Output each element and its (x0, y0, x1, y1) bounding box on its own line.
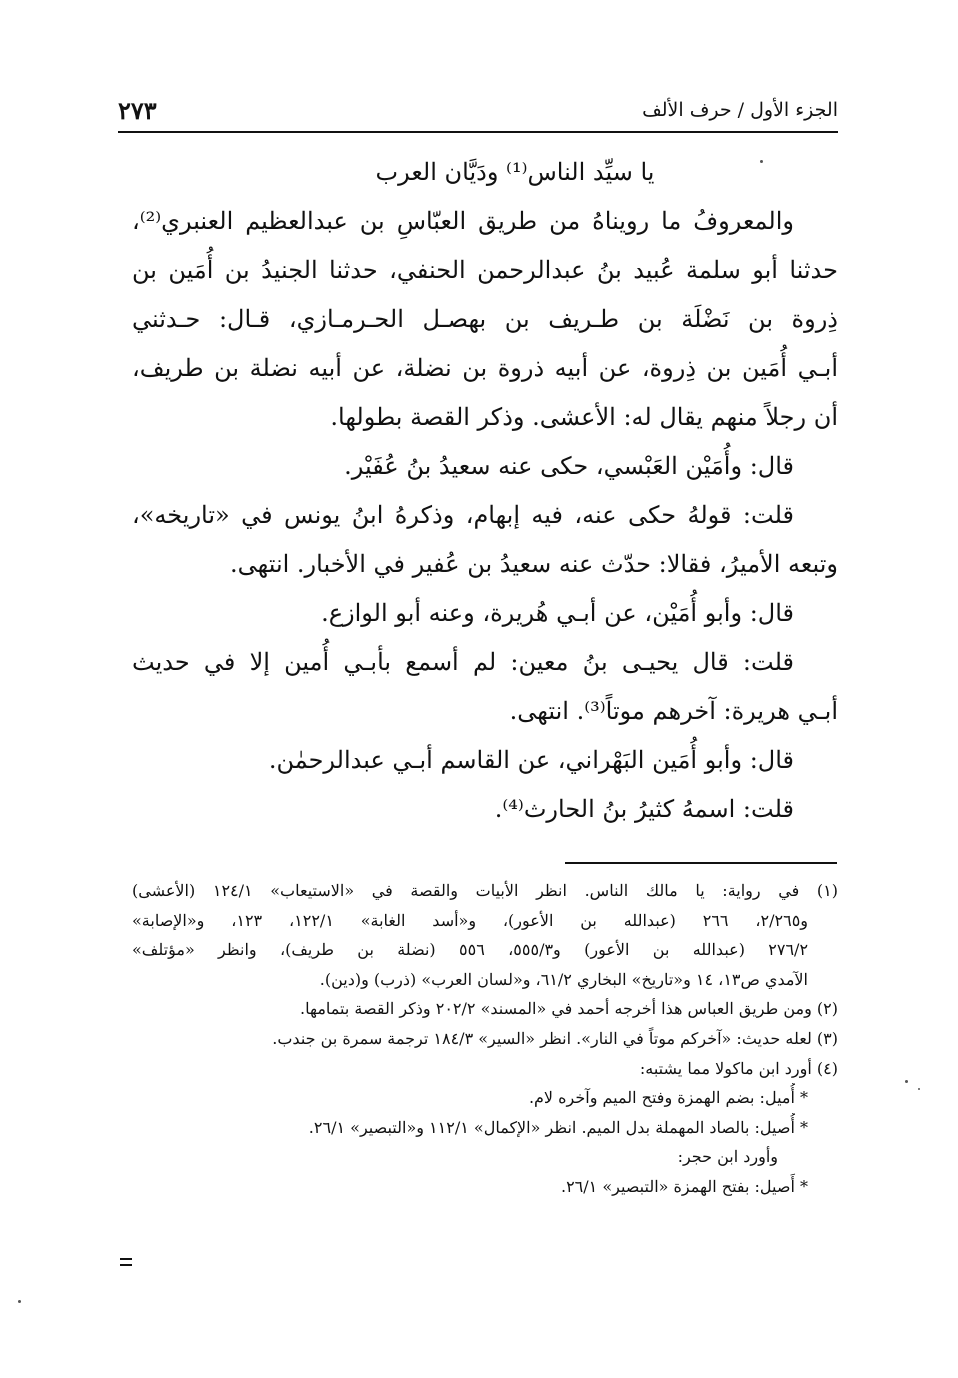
footnotes (132, 876, 838, 1202)
footnote-line: * أَصيل: بفتح الهمزة «التبصير» ٢٦/١. (560, 1176, 808, 1196)
header-rule (118, 131, 838, 133)
body-line: قال: وأبو أُمَيْن، عن أبـي هُريرة، وعنه أبو الوازع. (321, 599, 794, 627)
poem-verse-line: يا سيِّد الناس⁽¹⁾ ودَيَّان العرب (375, 158, 655, 186)
body-line: ذِروة بن نَضْلَة بن طـريف بن بهصـل الحـرمـازي، قـال: حـدثني (132, 305, 838, 333)
footnote-line: (٤) أورد ابن ماكولا مما يشتبه: (639, 1058, 838, 1078)
header-title: الجزء الأول / حرف الألف (642, 99, 838, 121)
body-line: والمعروفُ ما رويناهُ من طريق العبّاسِ بن عبدالعظيم العنبري⁽²⁾، (132, 207, 794, 235)
body-line: أن رجلاً منهم يقال له: الأعشى. وذكر القصة بطولها. (330, 403, 838, 431)
footnote-line: (١) في رواية: يا مالك الناس. انظر الأبيات والقصة في «الاستيعاب» ١٢٤/١ (الأعشى) (132, 881, 838, 900)
footnote-line: الآمدي ص١٣، ١٤ و«تاريخ» البخاري ٦١/٢، و«لسان العرب» (ذرب) و(دين). (319, 969, 808, 989)
footnote-line: و٢/٢٦٥، ٢٦٦ (عبدالله بن الأعور)، و«أسد الغابة» ١٢٢/١، ١٢٣، و«الإصابة» (132, 910, 809, 930)
footnote-line: (٢) ومن طريق العباس هذا أخرجه أحمد في «المسند» ٢٠٢/٢ وذكر القصة بتمامها. (300, 999, 838, 1019)
body-line: وتبعه الأميرُ، فقالا: حدّث عنه سعيدُ بن عُفير في الأخبار. انتهى. (230, 550, 838, 578)
scan-speck (760, 160, 763, 163)
footnote-line: (٣) لعله حديث: «آخركم موتاً في النار». انظر «السير» ١٨٤/٣ ترجمة سمرة بن جندب. (272, 1028, 838, 1048)
footnote-separator (565, 862, 837, 864)
body-line: قلت: قولهُ حكى عنه، فيه إبهام، وذكرهُ ابنُ يونس في «تاريخه»، (132, 501, 794, 529)
page-number: ٢٧٣ (118, 95, 157, 125)
footnote-line: * أُميل: بضم الهمزة وفتح الميم وآخره لام. (528, 1088, 808, 1108)
body-line: قال: وأُمَيْن العَبْسي، حكى عنه سعيدُ بنُ عُفَيْر. (344, 452, 794, 480)
margin-mark (120, 1258, 132, 1266)
scan-speck (18, 1300, 21, 1303)
body-line: أبـي أُمَين بن ذِروة، عن أبيه ذروة بن نضلة، عن أبيه نضلة بن طريف، (132, 354, 838, 382)
footnote-line: وأورد ابن حجر: (677, 1147, 778, 1167)
scan-speck (918, 1088, 920, 1090)
main-text (132, 148, 838, 834)
running-header (118, 93, 838, 127)
body-line: قلت: قال يحيـى بنُ معين: لم أسمع بأبـي أُمين إلا في حديث (132, 648, 794, 676)
body-line: قلت: اسمهُ كثيرُ بنُ الحارث⁽⁴⁾. (494, 795, 794, 823)
footnote-line: ٢٧٦/٢ (عبدالله بن الأعور) و٥٥٥/٣، ٥٥٦ (نضلة بن طريف)، وانظر «مؤتلف» (132, 940, 809, 960)
body-line: حدثنا أبو سلمة عُبيد بنُ عبدالرحمن الحنفي، حدثنا الجنيدُ بن أُمَين بن (132, 256, 838, 284)
footnote-line: * أُصيل: بالصاد المهملة بدل الميم. انظر «الإكمال» ١١٢/١ و«التبصير» ٢٦/١. (308, 1117, 808, 1137)
body-line: قال: وأبو أُمَين البَهْراني، عن القاسم أبـي عبدالرحمٰن. (268, 746, 794, 774)
body-line: أبـي هريرة: آخرهم موتاً⁽³⁾. انتهى. (509, 697, 838, 725)
scan-speck (905, 1080, 908, 1083)
